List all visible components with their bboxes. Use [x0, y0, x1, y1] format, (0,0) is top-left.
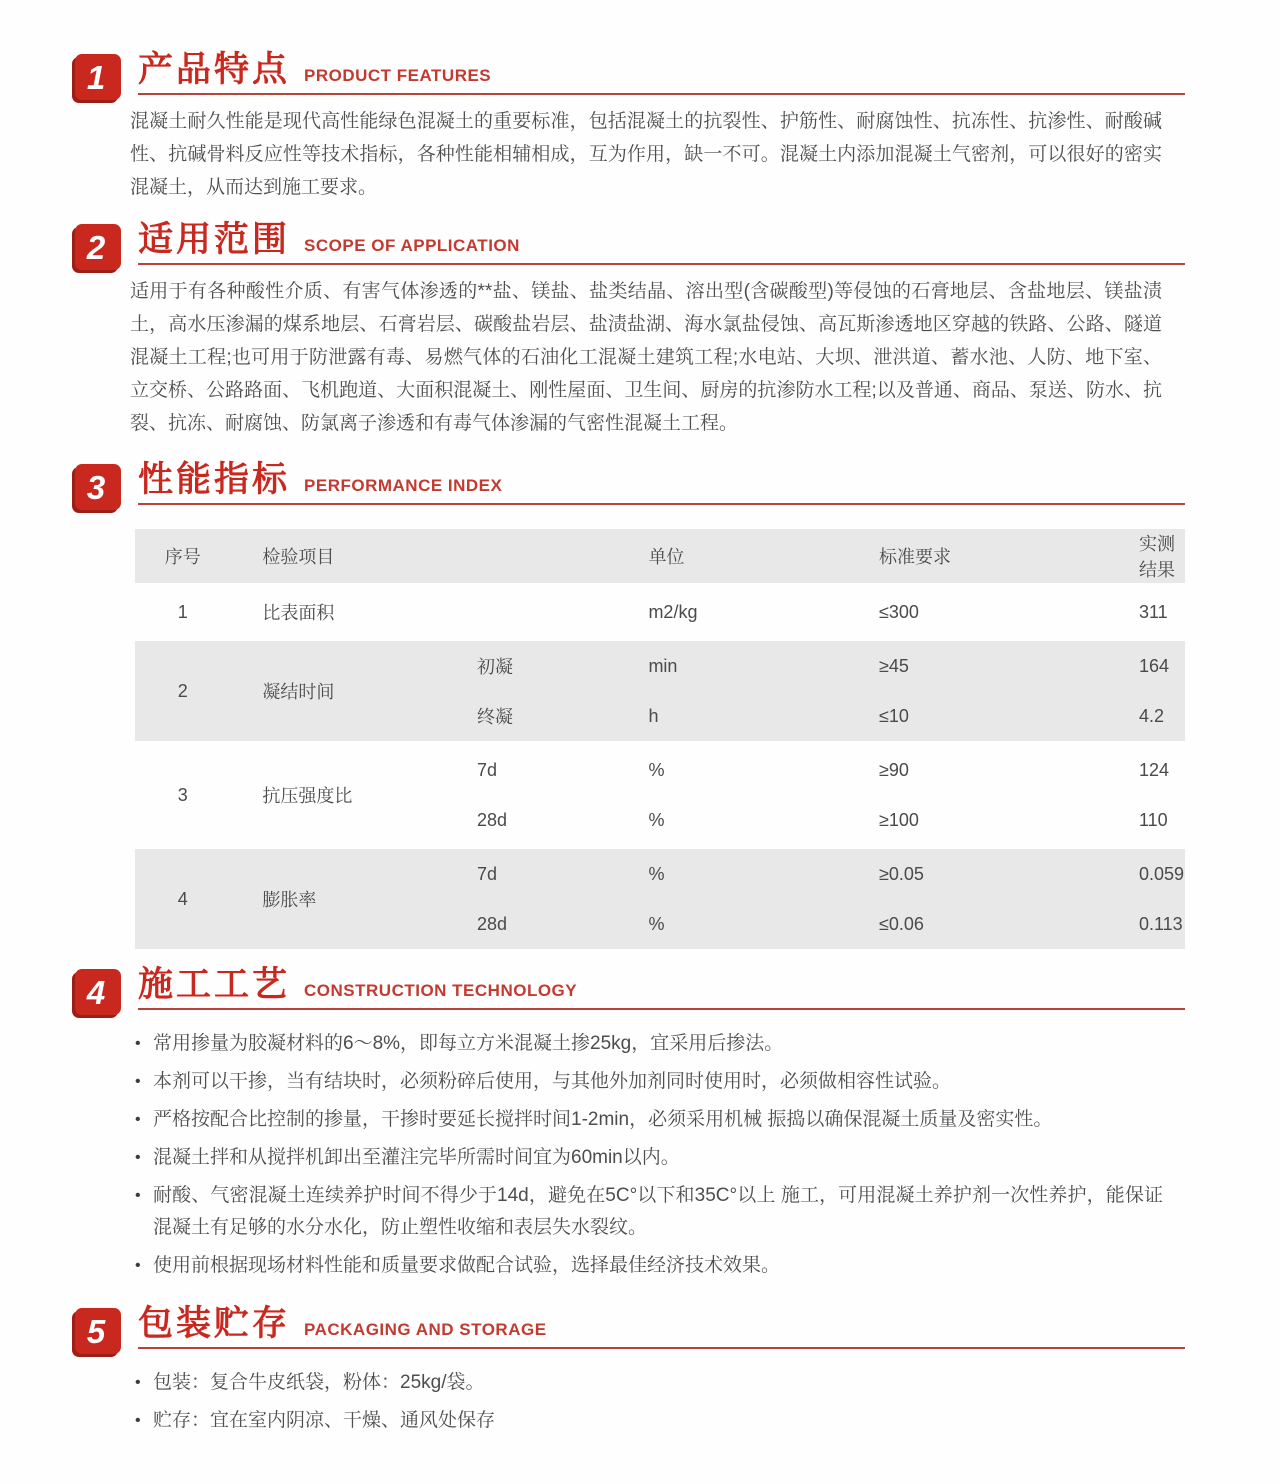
bullet-item: • 使用前根据现场材料性能和质量要求做配合试验，选择最佳经济技术效果。: [133, 1250, 1163, 1282]
table-cell: 7d: [445, 743, 630, 795]
table-cell: 7d: [445, 847, 630, 899]
table-cell: min: [630, 639, 861, 691]
bullet-item: • 严格按配合比控制的掺量，干掺时要延长搅拌时间1-2min，必须采用机械 振捣以确保混凝土质量及密实性。: [133, 1104, 1163, 1136]
performance-table-body: [135, 585, 1185, 949]
table-cell: 28d: [477, 809, 508, 830]
table-cell: ≥90: [861, 743, 1121, 795]
section-header: [75, 1306, 1185, 1349]
bullet-item: • 本剂可以干掺，当有结块时，必须粉碎后使用，与其他外加剂同时使用时，必须做相容性试验。: [133, 1066, 1163, 1098]
table-cell: 3: [135, 743, 230, 847]
section-number: 3: [86, 468, 106, 506]
table-header-row: [135, 527, 1185, 585]
table-cell: 164: [1121, 639, 1185, 691]
section-packaging-storage: [75, 1306, 1185, 1437]
table-cell: 4.2: [1121, 691, 1185, 743]
table-row: [135, 639, 1185, 691]
table-cell: ≤0.06: [861, 899, 1121, 949]
table-cell: ≤300: [861, 585, 1121, 639]
construction-bullet-list: [133, 1028, 1163, 1282]
section-title-en: CONSTRUCTION TECHNOLOGY: [304, 981, 578, 1000]
bullet-item: • 常用掺量为胶凝材料的6～8%，即每立方米混凝土掺25kg，宜采用后掺法。: [133, 1028, 1163, 1060]
table-cell: %: [630, 847, 861, 899]
section-scope-of-application: [75, 222, 1185, 440]
table-cell: 初凝: [445, 639, 630, 691]
section-title-rule: [138, 462, 1185, 505]
table-cell: 终凝: [445, 691, 630, 743]
section-title-zh: 包装贮存: [138, 1304, 291, 1343]
bullet-item: • 包装：复合牛皮纸袋，粉体：25kg/袋。: [133, 1367, 1163, 1399]
section-number-badge: [75, 969, 121, 1015]
table-cell: 凝结时间: [230, 639, 445, 743]
section-number: 5: [86, 1312, 106, 1350]
section-title-en: SCOPE OF APPLICATION: [304, 236, 520, 255]
table-cell: 4: [135, 847, 230, 949]
product-features-paragraph: 混凝土耐久性能是现代高性能绿色混凝土的重要标准，包括混凝土的抗裂性、护筋性、耐腐蚀性、抗冻性、抗渗性、耐酸碱性、抗碱骨料反应性等技术指标，各种性能相辅相成，互为作用，缺一不可。混凝土内添加混凝土气密剂，可以很好的密实混凝土，从而达到施工要求。: [130, 111, 1162, 198]
table-header-cell: 单位: [630, 527, 861, 585]
section-performance-index: [75, 462, 1185, 949]
bullet-item: • 贮存：宜在室内阴凉、干燥、通风处保存: [133, 1405, 1163, 1437]
table-header-cell: 标准要求: [861, 527, 1121, 585]
performance-table: [135, 525, 1185, 949]
table-cell: ≤10: [861, 691, 1121, 743]
table-cell: %: [648, 809, 665, 830]
section-header: [75, 462, 1185, 505]
table-cell: 0.059: [1121, 847, 1185, 899]
section-header: [75, 967, 1185, 1010]
table-cell: m2/kg: [630, 585, 861, 639]
table-cell: 1: [135, 585, 230, 639]
table-cell: 110: [1138, 809, 1168, 830]
section-number: 4: [86, 973, 106, 1011]
table-cell: 311: [1121, 585, 1185, 639]
table-row: [135, 847, 1185, 899]
section-title-zh: 适用范围: [138, 220, 291, 259]
table-cell: ≥45: [861, 639, 1121, 691]
table-cell: 124: [1121, 743, 1185, 795]
table-cell: 2: [135, 639, 230, 743]
section-title-rule: [138, 52, 1185, 95]
table-cell: 膨胀率: [230, 847, 445, 949]
section-title-rule: [138, 967, 1185, 1010]
table-cell: [445, 585, 630, 639]
section-product-features: [75, 52, 1185, 204]
table-cell: ≥100: [879, 809, 919, 830]
table-cell: 28d: [445, 899, 630, 949]
section-number: 2: [86, 228, 106, 266]
table-row: [135, 585, 1185, 639]
section-number-badge: [75, 464, 121, 510]
section-title-rule: [138, 1306, 1185, 1349]
table-cell: 抗压强度比: [230, 743, 445, 847]
section-header: [75, 52, 1185, 95]
bullet-item: • 耐酸、气密混凝土连续养护时间不得少于14d，避免在5C°以下和35C°以上 施工，可用混凝土养护剂一次性养护，能保证混凝土有足够的水分水化，防止塑性收缩和表层失水裂纹。: [133, 1180, 1163, 1244]
section-title-en: PERFORMANCE INDEX: [304, 476, 503, 495]
table-header-cell: 实测结果: [1121, 527, 1185, 585]
packaging-bullet-list: [133, 1367, 1163, 1437]
section-title-zh: 性能指标: [138, 460, 291, 499]
bullet-item: • 混凝土拌和从搅拌机卸出至灌注完毕所需时间宜为60min以内。: [133, 1142, 1163, 1174]
section-number-badge: [75, 224, 121, 270]
section-title-zh: 产品特点: [138, 50, 291, 89]
section-title-en: PRODUCT FEATURES: [304, 66, 492, 85]
section-construction-technology: [75, 967, 1185, 1282]
section-number-badge: [75, 1308, 121, 1354]
section-number: 1: [86, 58, 106, 96]
table-header-cell: 检验项目: [230, 527, 630, 585]
performance-table-head: [135, 527, 1185, 585]
table-cell: %: [630, 899, 861, 949]
section-number-badge: [75, 54, 121, 100]
table-cell: ≥0.05: [861, 847, 1121, 899]
table-cell: %: [630, 743, 861, 795]
section-title-en: PACKAGING AND STORAGE: [304, 1320, 547, 1339]
scope-paragraph: 适用于有各种酸性介质、有害气体渗透的**盐、镁盐、盐类结晶、溶出型(含碳酸型)等侵蚀的石膏地层、含盐地层、镁盐渍土，高水压渗漏的煤系地层、石膏岩层、碳酸盐岩层、盐渍盐湖、海水氯盐侵蚀、高瓦斯渗透地区穿越的铁路、公路、隧道混凝土工程;也可用于防泄露有毒、易燃气体的石油化工混凝土建筑工程;水电站、大坝、泄洪道、蓄水池、人防、地下室、立交桥、公路路面、飞机跑道、大面积混凝土、刚性屋面、卫生间、厨房的抗渗防水工程;以及普通、商品、泵送、防水、抗裂、抗冻、耐腐蚀、防氯离子渗透和有毒气体渗漏的气密性混凝土工程。: [130, 281, 1162, 434]
table-cell: 比表面积: [230, 585, 445, 639]
table-cell: h: [630, 691, 861, 743]
table-row: [135, 743, 1185, 795]
section-title-zh: 施工工艺: [138, 965, 291, 1004]
table-cell: 0.113: [1121, 899, 1185, 949]
section-header: [75, 222, 1185, 265]
section-title-rule: [138, 222, 1185, 265]
table-header-cell: 序号: [135, 527, 230, 585]
